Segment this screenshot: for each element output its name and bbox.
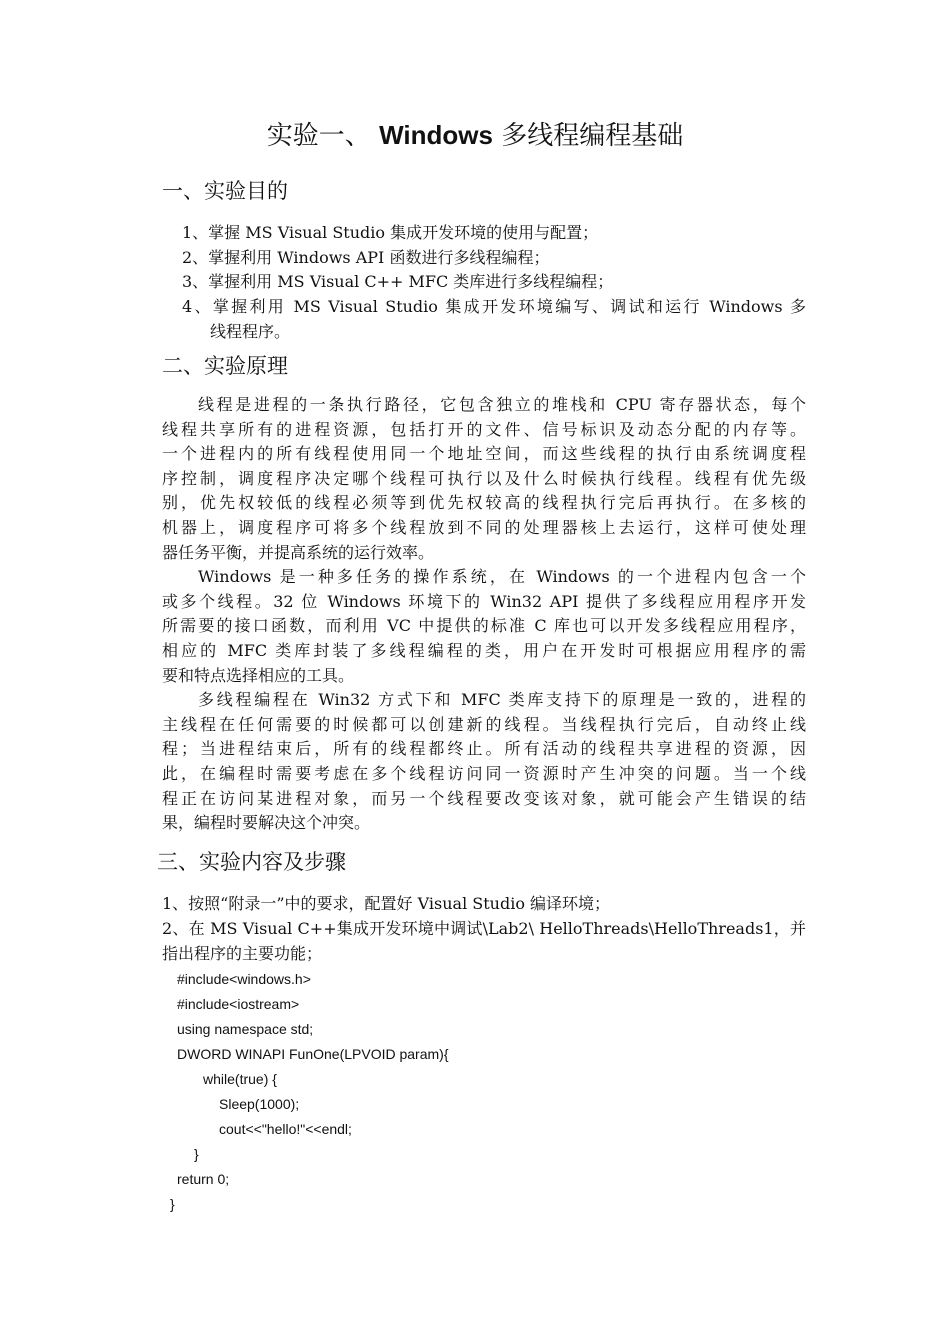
- section-heading-steps: 三、实验内容及步骤: [157, 850, 346, 874]
- text-line: 多线程编程在 Win32 方式下和 MFC 类库支持下的原理是一致的，进程的: [198, 690, 806, 710]
- text-line: 果，编程时要解决这个冲突。: [162, 813, 371, 833]
- text-line: 序控制，调度程序决定哪个线程可执行以及什么时候执行线程。线程有优先级: [162, 468, 806, 488]
- step-item-2-cont: 指出程序的主要功能；: [162, 944, 323, 963]
- objective-item-3: 3、掌握利用 MS Visual C++ MFC 类库进行多线程编程；: [182, 272, 614, 291]
- objective-item-4: 4、掌握利用 MS Visual Studio 集成开发环境编写、调试和运行 Windows 多: [182, 297, 806, 316]
- section-heading-principles: 二、实验原理: [162, 354, 288, 378]
- title-prefix: 实验一、: [266, 121, 380, 151]
- text-line: 线程共享所有的进程资源，包括打开的文件、信号标识及动态分配的内存等。: [162, 419, 806, 439]
- code-line: #include<windows.h>: [177, 971, 311, 987]
- text-line: 主线程在任何需要的时候都可以创建新的线程。当线程执行完后，自动终止线: [162, 714, 806, 734]
- objective-item-4-cont: 线程程序。: [210, 322, 291, 341]
- code-line: }: [170, 1196, 175, 1212]
- text-line: 线程是进程的一条执行路径，它包含独立的堆栈和 CPU 寄存器状态，每个: [198, 395, 806, 414]
- code-line: Sleep(1000);: [219, 1096, 300, 1112]
- text-line: 程；当进程结束后，所有的线程都终止。所有活动的线程共享进程的资源，因: [162, 739, 806, 759]
- principles-text: [162, 393, 806, 836]
- step-item-2: 2、在 MS Visual C++集成开发环境中调试\Lab2\ HelloThreads\HelloThreads1，并: [162, 919, 806, 938]
- code-line: while(true) {: [203, 1071, 277, 1087]
- text-line: 器任务平衡，并提高系统的运行效率。: [162, 542, 435, 562]
- text-line: 机器上，调度程序可将多个线程放到不同的处理器核上去运行，这样可使处理: [162, 517, 806, 537]
- text-line: 所需要的接口函数，而利用 VC 中提供的标准 C 库也可以开发多线程应用程序，: [162, 616, 806, 636]
- code-line: cout<<"hello!"<<endl;: [219, 1121, 352, 1137]
- code-line: DWORD WINAPI FunOne(LPVOID param){: [177, 1046, 449, 1062]
- text-line: 相应的 MFC 类库封装了多线程编程的类，用户在开发时可根据应用程序的需: [162, 640, 806, 660]
- text-line: 或多个线程。32 位 Windows 环境下的 Win32 API 提供了多线程应用程序开发: [162, 591, 806, 611]
- code-line: using namespace std;: [177, 1021, 314, 1037]
- section-heading-objectives: 一、实验目的: [162, 179, 288, 203]
- text-line: 别，优先权较低的线程必须等到优先权较高的线程执行完后再执行。在多核的: [162, 493, 806, 513]
- text-line: 此，在编程时需要考虑在多个线程访问同一资源时产生冲突的问题。当一个线: [162, 763, 806, 783]
- code-line: }: [194, 1146, 199, 1162]
- objective-item-2: 2、掌握利用 Windows API 函数进行多线程编程；: [182, 248, 550, 267]
- text-line: Windows 是一种多任务的操作系统，在 Windows 的一个进程内包含一个: [198, 567, 806, 587]
- step-item-1: 1、按照“附录一”中的要求，配置好 Visual Studio 编译环境；: [162, 894, 611, 913]
- text-line: 程正在访问某进程对象，而另一个线程要改变该对象，就可能会产生错误的结: [162, 788, 806, 808]
- code-line: #include<iostream>: [177, 996, 300, 1012]
- code-line: return 0;: [177, 1171, 230, 1187]
- document-title: [0, 116, 950, 155]
- title-suffix: 多线程编程基础: [492, 121, 684, 151]
- text-line: 要和特点选择相应的工具。: [162, 665, 355, 685]
- objective-item-1: 1、掌握 MS Visual Studio 集成开发环境的使用与配置；: [182, 223, 599, 242]
- title-latin: Windows: [379, 120, 493, 150]
- text-line: 一个进程内的所有线程使用同一个地址空间，而这些线程的执行由系统调度程: [162, 444, 806, 464]
